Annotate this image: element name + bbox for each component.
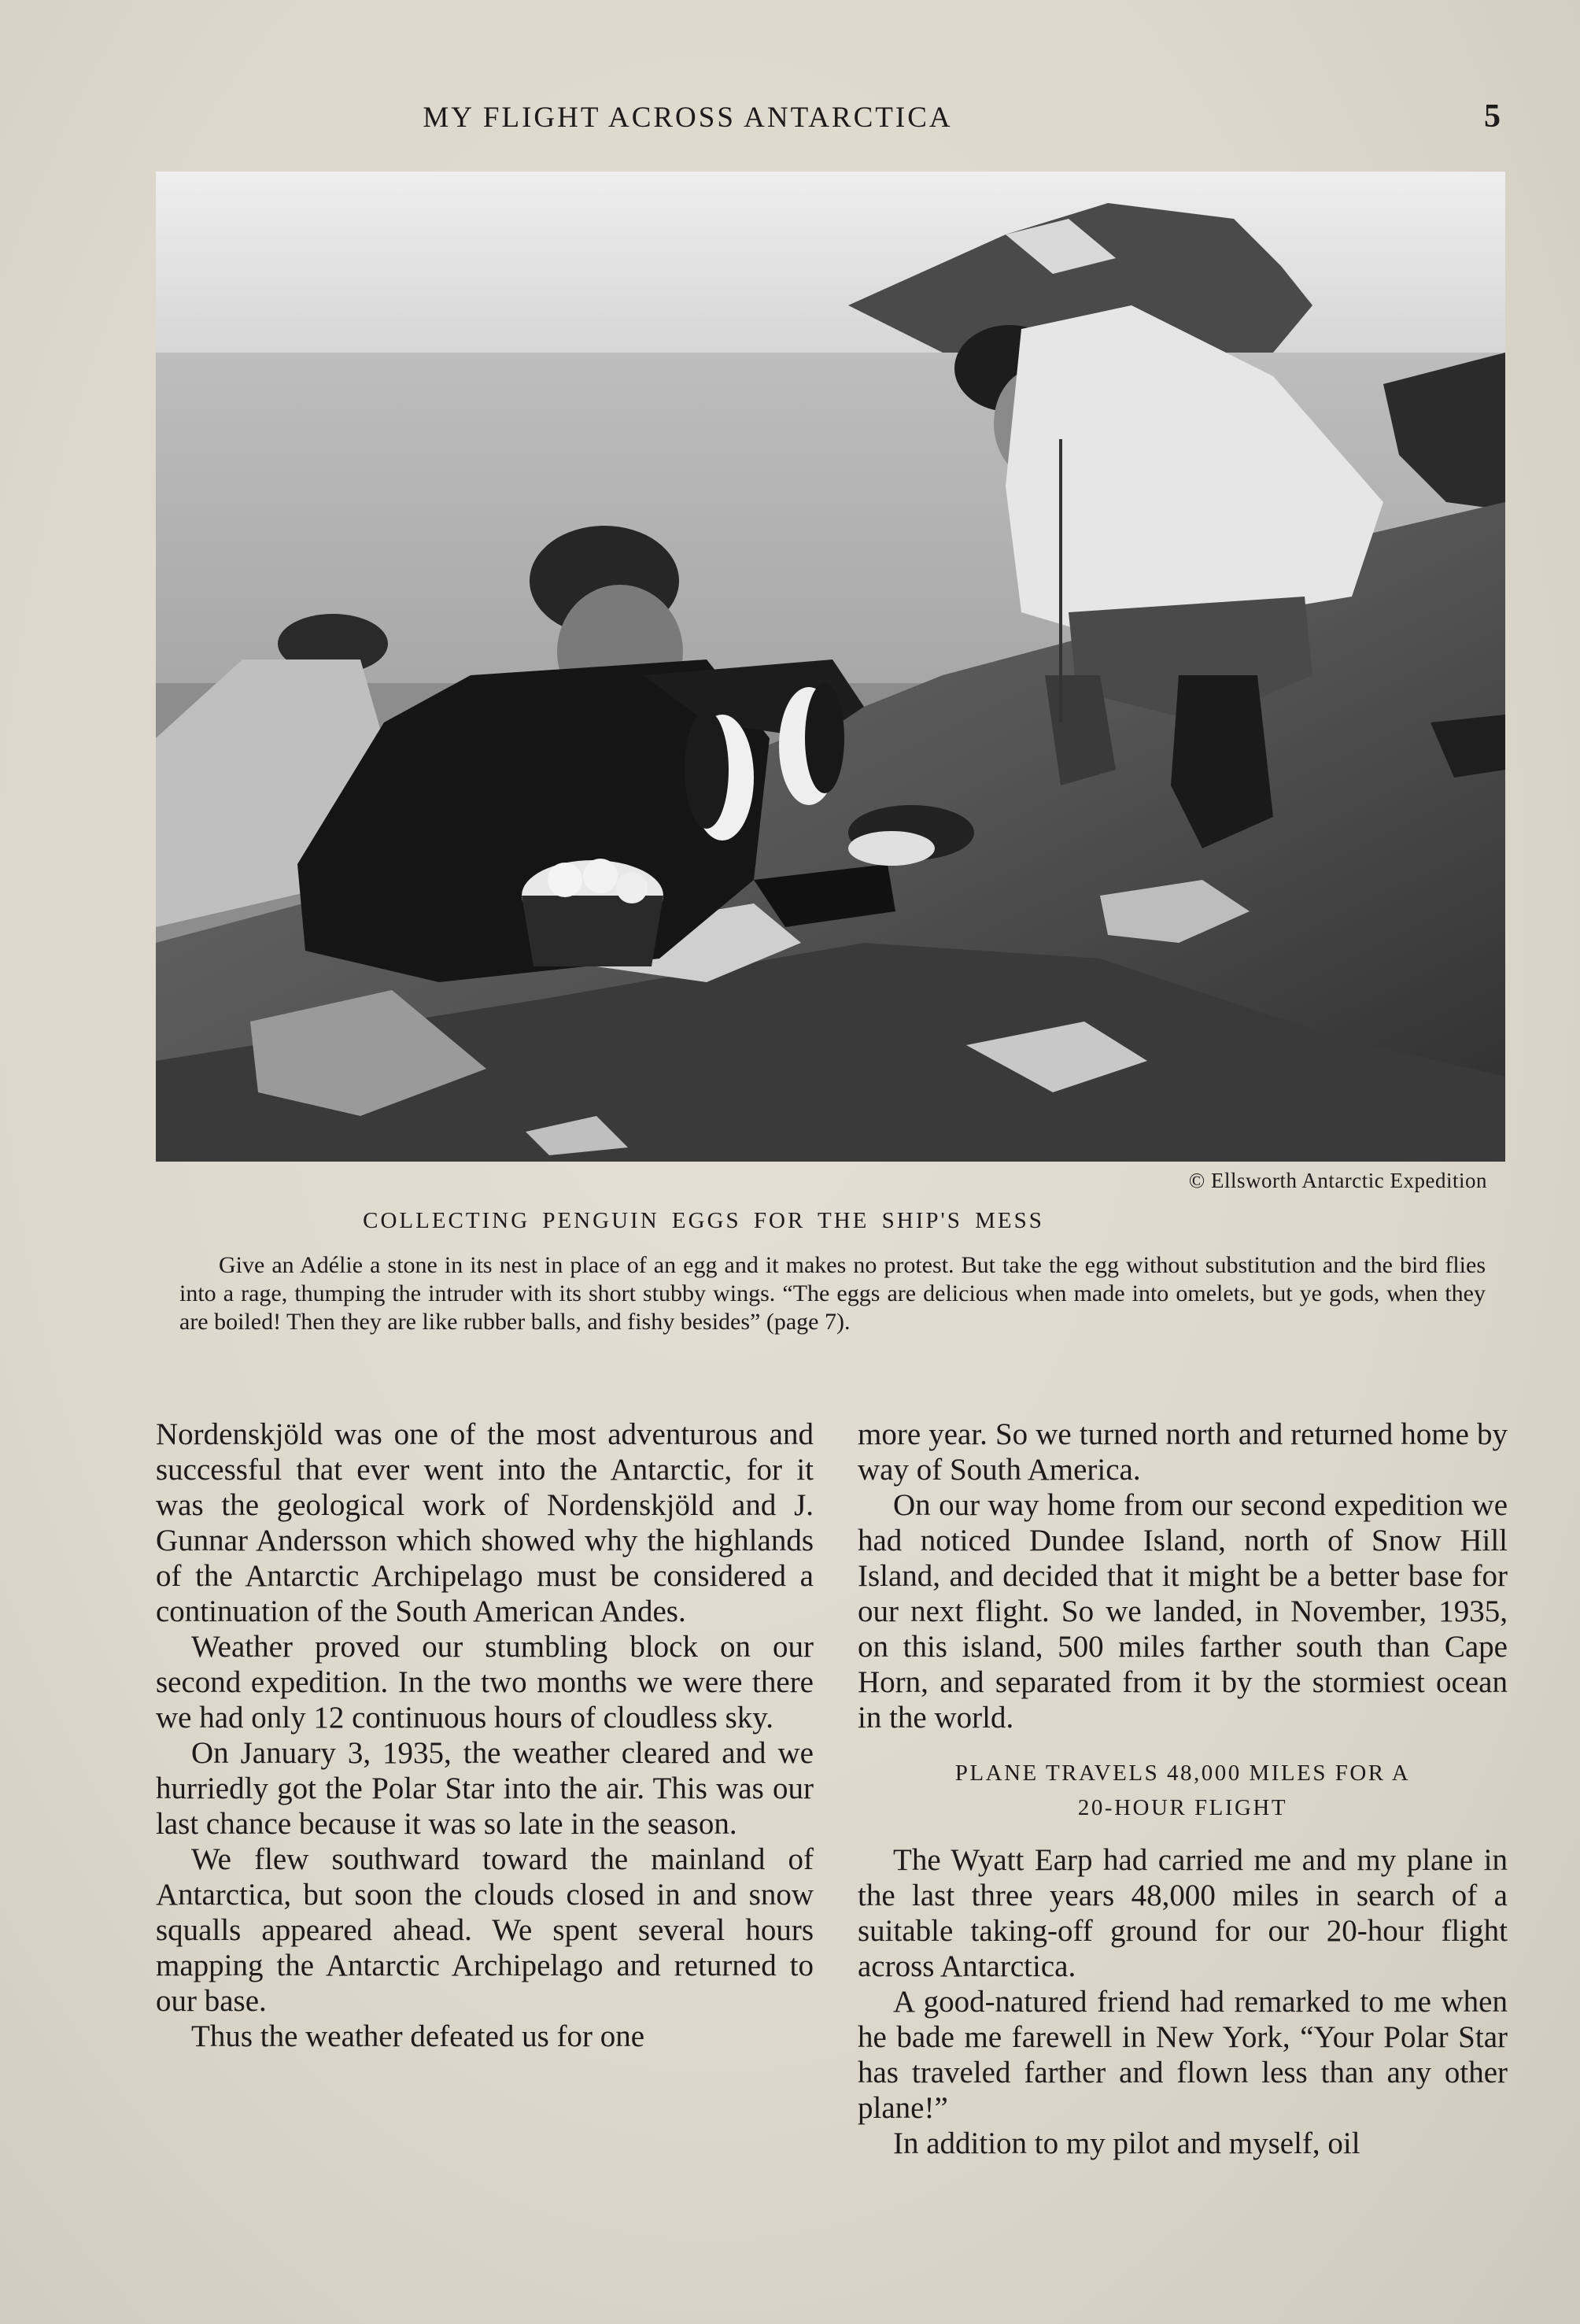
- paragraph: The Wyatt Earp had carried me and my plane in the last three years 48,000 miles in search of a suitable taking-off ground for our 20-hour flight across Antarctica.: [858, 1843, 1508, 1983]
- paragraph: On January 3, 1935, the weather cleared and we hurriedly got the Polar Star into the air. This was our last chance because it was so late in the season.: [156, 1736, 814, 1841]
- paragraph: Nordenskjöld was one of the most adventurous and successful that ever went into the Antarctic, for it was the geological work of Nordenskjöld and J. Gunnar Andersson which showed why the highlands of the Antarctic Archipelago must be considered a continuation of the South American Andes.: [156, 1417, 814, 1628]
- section-subheading: [858, 1756, 1508, 1825]
- left-column: [156, 1417, 814, 2054]
- subheading-line: 20-HOUR FLIGHT: [1077, 1795, 1288, 1820]
- right-column: [858, 1417, 1508, 2161]
- paragraph: We flew southward toward the mainland of Antarctica, but soon the clouds closed in and snow squalls appeared ahead. We spent several hours mapping the Antarctic Archipelago and returned to our base.: [156, 1842, 814, 2018]
- paragraph: On our way home from our second expedition we had noticed Dundee Island, north of Snow Hill Island, and decided that it might be a better base for our next flight. So we landed, in November, 1935, on this island, 500 miles farther south than Cape Horn, and separated from it by the stormiest ocean in the world.: [858, 1488, 1508, 1735]
- caption-title: COLLECTING PENGUIN EGGS FOR THE SHIP'S MESS: [363, 1208, 1044, 1233]
- photo-credit: © Ellsworth Antarctic Expedition: [1188, 1169, 1487, 1192]
- paragraph: In addition to my pilot and myself, oil: [893, 2126, 1360, 2160]
- caption-text: Give an Adélie a stone in its nest in place of an egg and it makes no protest. But take the egg without substitution and the bird flies into a rage, thumping the intruder with its short stubby wings. “The eggs are delicious when made into omelets, but ye gods, when they are boiled! Then they are like rubber balls, and fishy besides” (page 7).: [179, 1252, 1486, 1335]
- paragraph: Weather proved our stumbling block on our second expedition. In the two months we were there we had only 12 continuous hours of cloudless sky.: [156, 1630, 814, 1735]
- subheading-line: PLANE TRAVELS 48,000 MILES FOR A: [954, 1761, 1411, 1786]
- running-head: MY FLIGHT ACROSS ANTARCTICA: [423, 102, 953, 134]
- paragraph: Thus the weather defeated us for one: [191, 2019, 645, 2053]
- penguin-egg-photo: [156, 172, 1505, 1162]
- paragraph: more year. So we turned north and returned home by way of South America.: [858, 1417, 1508, 1487]
- page-number: 5: [1484, 98, 1501, 135]
- paragraph: A good-natured friend had remarked to me when he bade me farewell in New York, “Your Polar Star has traveled farther and flown less than any other plane!”: [858, 1985, 1508, 2125]
